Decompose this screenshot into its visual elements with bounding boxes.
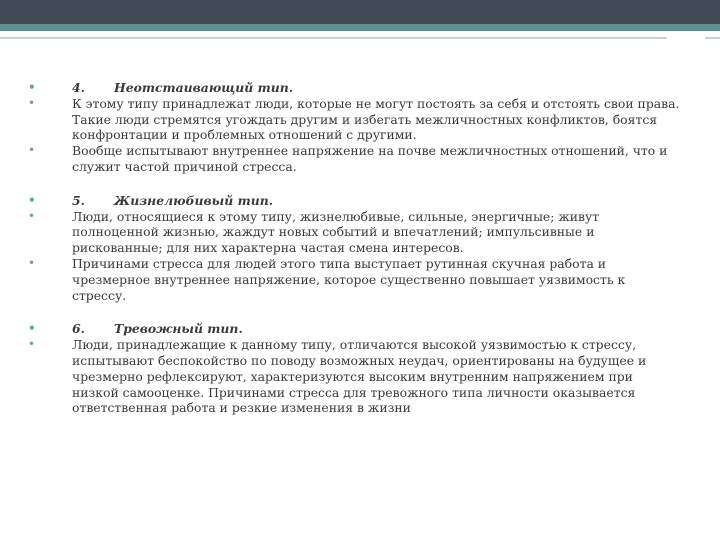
section-gap — [28, 175, 683, 193]
section-gap — [28, 303, 683, 321]
bullet-paragraph — [28, 337, 683, 416]
bullet-paragraph — [28, 143, 683, 175]
section-title: Неотстаивающий тип. — [114, 80, 294, 95]
bullet-paragraph — [28, 256, 683, 303]
bullet: • — [28, 255, 36, 270]
bullet: • — [28, 143, 36, 158]
bullet: • — [28, 95, 36, 110]
bullet-paragraph — [28, 96, 683, 143]
paragraph-text: Люди, относящиеся к этому типу, жизнелюбивые, сильные, энергичные; живут полноценной жизнью, жаждут новых событий и впечатлений; импульсивные и рискованные; для них характерна частая смена интересов. — [72, 208, 600, 256]
header-band — [0, 0, 720, 24]
section-heading — [28, 321, 683, 337]
section-title: Тревожный тип. — [114, 321, 243, 337]
header-rule-right — [705, 37, 720, 39]
slide-body — [28, 80, 683, 416]
section-number: 5. — [72, 192, 85, 208]
bullet: • — [28, 208, 36, 223]
bullet: • — [28, 192, 36, 207]
header-rule — [0, 37, 667, 39]
paragraph-text: Вообще испытывают внутреннее напряжение на почве межличностных отношений, что и служит частой причиной стресса. — [72, 143, 668, 174]
bullet-paragraph — [28, 209, 683, 256]
paragraph-text: Причинами стресса для людей этого типа выступает рутинная скучная работа и чрезмерное внутреннее напряжение, которое существенно повышает уязвимость к стрессу. — [72, 255, 626, 303]
paragraph-text: Люди, принадлежащие к данному типу, отличаются высокой уязвимостью к стрессу, испытывают беспокойство по поводу возможных неудач, ориентированы на будущее и чрезмерно рефлексируют, характеризуются высоким внутренним напряжением при низкой самооценке. Причинами стресса для тревожного типа личности оказывается ответственная работа и резкие изменения в жизни — [72, 337, 647, 416]
header-accent-band — [0, 24, 720, 31]
section-heading — [28, 80, 683, 96]
section-number: 4. — [72, 80, 85, 95]
bullet: • — [28, 80, 36, 94]
paragraph-text: К этому типу принадлежат люди, которые не могут постоять за себя и отстоять свои права. Такие люди стремятся угождать другим и избегать межличностных конфликтов, боятся конфронтации и проблемных отношений с другими. — [72, 95, 680, 143]
section-number: 6. — [72, 321, 85, 337]
bullet: • — [28, 337, 36, 352]
section-heading — [28, 193, 683, 209]
section-title: Жизнелюбивый тип. — [114, 192, 274, 208]
bullet: • — [28, 321, 36, 336]
